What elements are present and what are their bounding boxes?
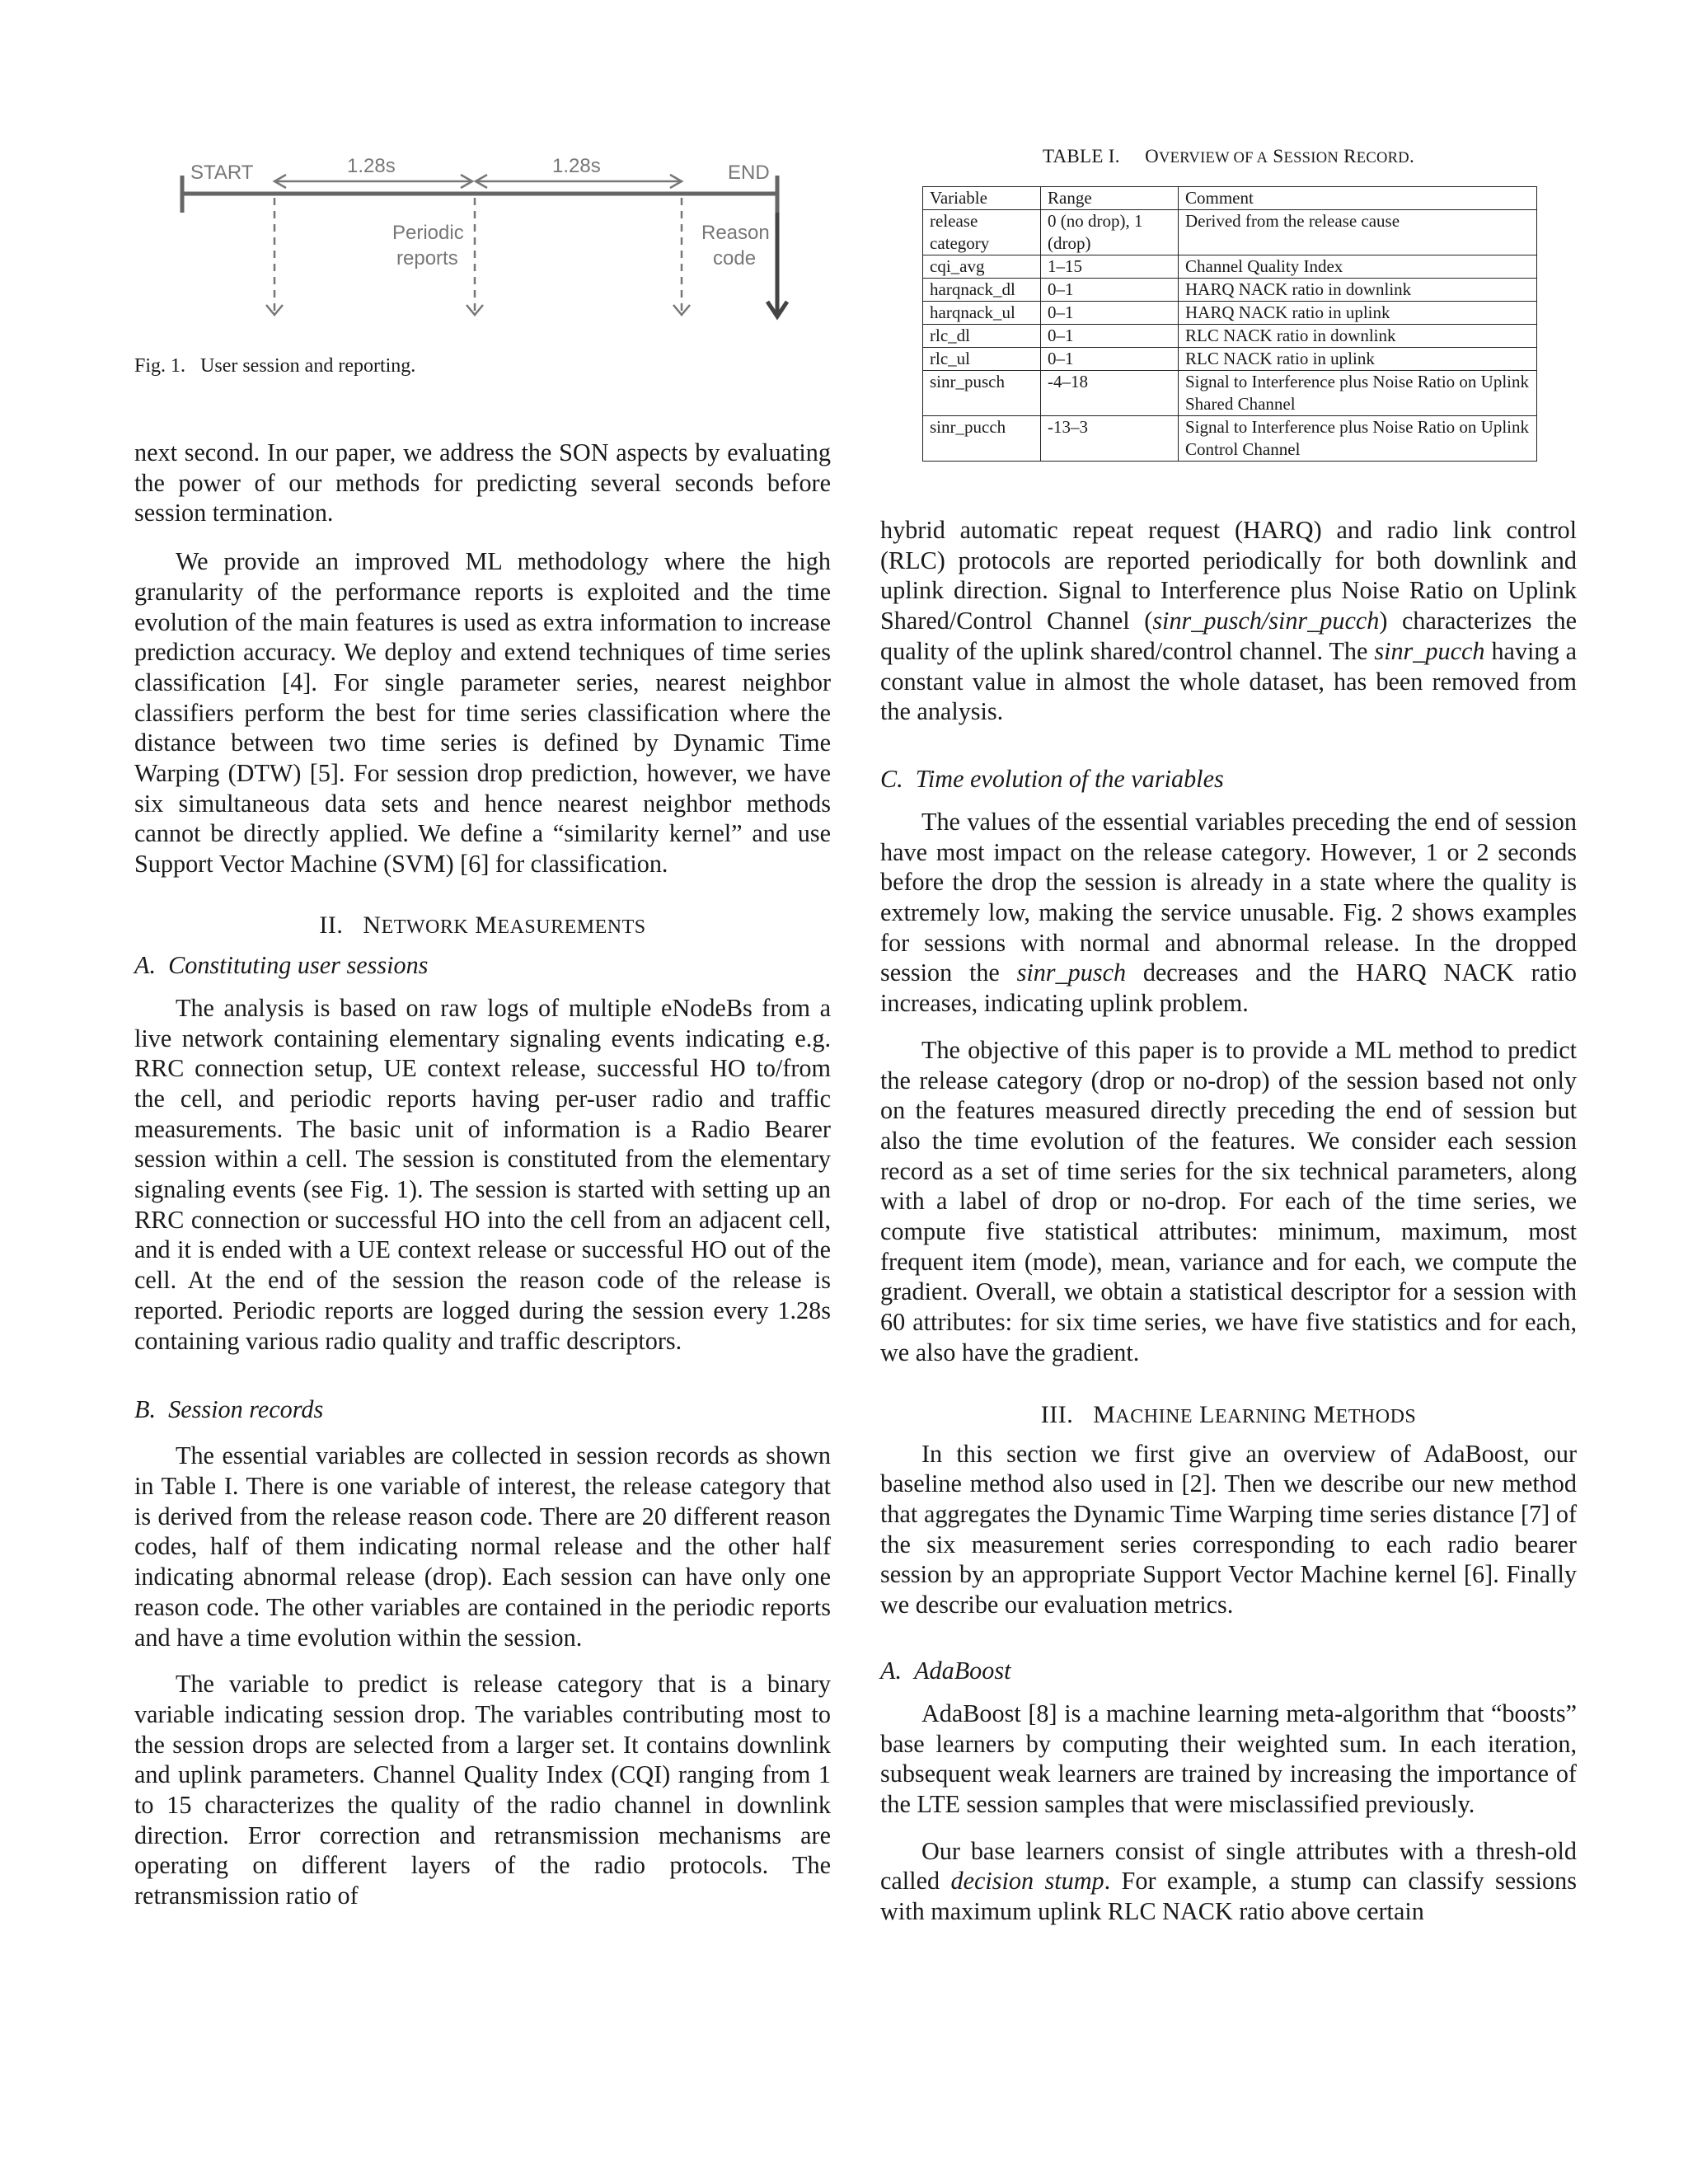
table-row	[923, 416, 1537, 462]
table-cell: Derived from the release cause	[1179, 210, 1537, 255]
table-cell: release category	[923, 210, 1041, 255]
paragraph: The variable to predict is release category that is a binary variable indicating session drop. The variables contributing most to the session drops are selected from a larger set. It contains downlink and uplink parameters. Channel Quality Index (CQI) ranging from 1 to 15 characterizes the quality of the radio channel in downlink direction. Error correction and retransmission mechanisms are operating on different layers of the radio protocols. The retransmission ratio of	[134, 1670, 831, 1910]
table-cell: 0–1	[1041, 279, 1179, 302]
table-cell: sinr_pusch	[923, 371, 1041, 416]
paragraph: AdaBoost [8] is a machine learning meta-algorithm that “boosts” base learners by computing their weighted sum. In each iteration, subsequent weak learners are trained by increasing the importance of the LTE session samples that were misclassified previously.	[880, 1699, 1577, 1818]
left-text-flow	[134, 438, 831, 1911]
table-cell: 1–15	[1041, 255, 1179, 279]
table-cell: -13–3	[1041, 416, 1179, 462]
paragraph: next second. In our paper, we address the SON aspects by evaluating the power of our methods for predicting several seconds before session termination.	[134, 438, 831, 527]
paragraph: The objective of this paper is to provide a ML method to predict the release category (drop or no-drop) of the session based not only on the features measured directly preceding the end of session but also the time evolution of the features. We consider each session record as a set of time series for the six technical parameters, along with a label of drop or no-drop. For each of the time series, we compute five statistical attributes: minimum, maximum, most frequent item (mode), mean, variance and for each, we compute the gradient. Overall, we obtain a statistical descriptor for a session with 60 attributes: for six time series, we have five statistics and for each, we also have the gradient.	[880, 1035, 1577, 1366]
table-cell: harqnack_ul	[923, 302, 1041, 325]
table-cell: rlc_dl	[923, 325, 1041, 348]
column-header: Comment	[1179, 187, 1537, 210]
table-cell: rlc_ul	[923, 348, 1041, 371]
table-row	[923, 255, 1537, 279]
table-cell: RLC NACK ratio in uplink	[1179, 348, 1537, 371]
subsection-heading: A. AdaBoost	[880, 1656, 1011, 1685]
table-cell: cqi_avg	[923, 255, 1041, 279]
reason-label: Reason	[701, 222, 770, 244]
caption-label: Fig. 1.	[134, 355, 186, 377]
subsection-heading: A. Constituting user sessions	[134, 950, 429, 979]
code-label: code	[713, 247, 757, 269]
interval-label-1: 1.28s	[347, 155, 396, 177]
table-row	[923, 210, 1537, 255]
table-cell: harqnack_dl	[923, 279, 1041, 302]
table-cell: 0–1	[1041, 348, 1179, 371]
reports-label: reports	[396, 247, 458, 269]
subsection-heading: B. Session records	[134, 1395, 324, 1424]
table-header-row	[923, 187, 1537, 210]
table-cell: Signal to Interference plus Noise Ratio on Uplink Control Channel	[1179, 416, 1537, 462]
paragraph: The values of the essential variables preceding the end of session have most impact on the release category. However, 1 or 2 seconds before the drop the session is already in a state where the quality is extremely low, making the service unusable. Fig. 2 shows examples for sessions with normal and abnormal release. In the dropped session the sinr_pusch decreases and the HARQ NACK ratio increases, indicating uplink problem.	[880, 807, 1577, 1018]
paragraph: The analysis is based on raw logs of multiple eNodeBs from a live network containing elementary signaling events indicating e.g. RRC connection setup, UE context release, successful HO to/from the cell, and periodic reports having per-user radio and traffic measurements. The basic unit of information is a Radio Bearer session within a cell. The session is constituted from the elementary signaling events (see Fig. 1). The session is started with setting up an RRC connection or successful HO into the cell from an adjacent cell, and it is ended with a UE context release or successful HO out of the cell. At the end of the session the reason code of the release is reported. Periodic reports are logged during the session every 1.28s containing various radio quality and traffic descriptors.	[134, 993, 831, 1355]
caption-text: User session and reporting.	[200, 355, 416, 377]
paragraph: The essential variables are collected in session records as shown in Table I. There is one variable of interest, the release category that is derived from the release reason code. There are 20 different reason codes, half of them indicating normal release and the other half indicating abnormal release (drop). Each session can have only one reason code. The other variables are contained in the periodic reports and have a time evolution within the session.	[134, 1441, 831, 1652]
table-cell: -4–18	[1041, 371, 1179, 416]
table-cell: HARQ NACK ratio in downlink	[1179, 279, 1537, 302]
table-cell: Channel Quality Index	[1179, 255, 1537, 279]
interval-label-2: 1.28s	[552, 155, 601, 177]
table-cell: 0–1	[1041, 302, 1179, 325]
figure-session-timeline	[134, 148, 831, 342]
right-text-flow	[880, 515, 1577, 1927]
table-row	[923, 348, 1537, 371]
subsection-heading: C. Time evolution of the variables	[880, 764, 1224, 793]
paragraph: In this section we first give an overview of AdaBoost, our baseline method also used in [2]. Then we describe our new method that aggregates the Dynamic Time Warping time series distance [7] of the six measurement series corresponding to each radio bearer session by an appropriate Support Vector Machine kernel [6]. Finally we describe our evaluation metrics.	[880, 1439, 1577, 1619]
start-label: START	[190, 162, 254, 184]
table-cell: 0 (no drop), 1 (drop)	[1041, 210, 1179, 255]
table-row	[923, 371, 1537, 416]
table-row	[923, 325, 1537, 348]
paragraph: We provide an improved ML methodology where the high granularity of the performance reports is exploited and the time evolution of the main features is used as extra information to increase prediction accuracy. We deploy and extend techniques of time series classification [4]. For single parameter series, nearest neighbor classifiers perform the best for time series classification where the distance between two time series is defined by Dynamic Time Warping (DTW) [5]. For session drop prediction, however, we have six simultaneous data sets and hence nearest neighbor methods cannot be directly applied. We define a “similarity kernel” and use Support Vector Machine (SVM) [6] for classification.	[134, 547, 831, 879]
table-row	[923, 302, 1537, 325]
section-heading: II. NETWORK MEASUREMENTS	[319, 911, 646, 939]
section-heading: III. MACHINE LEARNING METHODS	[1040, 1400, 1417, 1428]
table-cell: sinr_pucch	[923, 416, 1041, 462]
periodic-label: Periodic	[392, 222, 464, 244]
end-label: END	[728, 162, 770, 184]
table-title: TABLE I. OVERVIEW OF A SESSION RECORD.	[1043, 146, 1414, 166]
table-cell: Signal to Interference plus Noise Ratio on Uplink Shared Channel	[1179, 371, 1537, 416]
paragraph: Our base learners consist of single attributes with a thresh-old called decision stump. For example, a stump can classify sessions with maximum uplink RLC NACK ratio above certain	[880, 1836, 1577, 1926]
paragraph: hybrid automatic repeat request (HARQ) and radio link control (RLC) protocols are reported periodically for both downlink and uplink direction. Signal to Interference plus Noise Ratio on Uplink Shared/Control Channel (sinr_pusch/sinr_pucch) characterizes the quality of the uplink shared/control channel. The sinr_pucch having a constant value in almost the whole dataset, has been removed from the analysis.	[880, 516, 1577, 726]
column-header: Range	[1041, 187, 1179, 210]
overview-table	[922, 186, 1537, 462]
column-header: Variable	[923, 187, 1041, 210]
figure-caption	[134, 355, 415, 377]
table-cell: 0–1	[1041, 325, 1179, 348]
table-cell: RLC NACK ratio in downlink	[1179, 325, 1537, 348]
table-cell: HARQ NACK ratio in uplink	[1179, 302, 1537, 325]
table-row	[923, 279, 1537, 302]
